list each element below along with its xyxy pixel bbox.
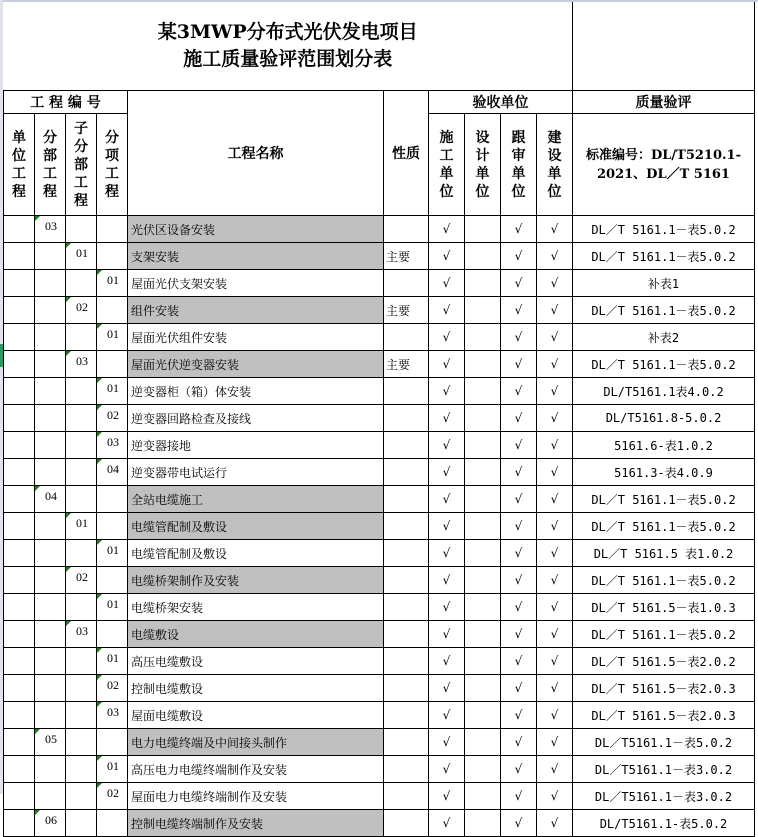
standard-cell[interactable]: DL／T 5161.1－表5.0.2 — [573, 567, 755, 594]
supervision-check-cell[interactable]: √ — [501, 405, 537, 432]
division-code-cell[interactable] — [35, 648, 66, 675]
owner-check-cell[interactable]: √ — [537, 243, 573, 270]
division-code-cell[interactable] — [35, 594, 66, 621]
item-code-cell[interactable]: 01 — [97, 594, 128, 621]
sub-division-code-cell[interactable] — [66, 324, 97, 351]
unit-code-cell[interactable] — [4, 783, 35, 810]
standard-cell[interactable]: DL／T 5161.5－表2.0.3 — [573, 675, 755, 702]
table-row — [4, 243, 755, 270]
sub-division-code-cell[interactable] — [66, 756, 97, 783]
standard-cell[interactable]: DL／T 5161.1－表5.0.2 — [573, 486, 755, 513]
division-code-cell[interactable] — [35, 297, 66, 324]
division-code-cell[interactable] — [35, 540, 66, 567]
table-row — [4, 621, 755, 648]
supervision-check-cell[interactable]: √ — [501, 783, 537, 810]
division-code-cell[interactable]: 03 — [35, 216, 66, 243]
unit-code-cell[interactable] — [4, 378, 35, 405]
item-code-cell[interactable] — [97, 216, 128, 243]
construction-check-cell[interactable]: √ — [429, 459, 465, 486]
project-name-cell[interactable]: 控制电缆终端制作及安装 — [128, 810, 384, 837]
design-check-cell[interactable] — [465, 540, 501, 567]
supervision-check-cell[interactable]: √ — [501, 297, 537, 324]
standard-cell[interactable]: DL／T 5161.5－表1.0.3 — [573, 594, 755, 621]
construction-check-cell[interactable]: √ — [429, 243, 465, 270]
owner-check-cell[interactable]: √ — [537, 297, 573, 324]
table-row — [4, 405, 755, 432]
table-row — [4, 594, 755, 621]
owner-check-cell[interactable]: √ — [537, 648, 573, 675]
supervision-check-cell[interactable]: √ — [501, 648, 537, 675]
division-code-cell[interactable] — [35, 243, 66, 270]
supervision-check-cell[interactable]: √ — [501, 513, 537, 540]
supervision-check-cell[interactable]: √ — [501, 324, 537, 351]
item-code-cell[interactable]: 02 — [97, 675, 128, 702]
division-code-cell[interactable] — [35, 567, 66, 594]
header-owner-unit[interactable]: 建设单位 — [537, 114, 573, 216]
construction-check-cell[interactable]: √ — [429, 378, 465, 405]
nature-cell[interactable] — [384, 648, 429, 675]
construction-check-cell[interactable]: √ — [429, 810, 465, 837]
owner-check-cell[interactable]: √ — [537, 567, 573, 594]
project-name-cell[interactable]: 高压电力电缆终端制作及安装 — [128, 756, 384, 783]
sub-division-code-cell[interactable] — [66, 405, 97, 432]
standard-cell[interactable]: DL／T 5161.1－表5.0.2 — [573, 513, 755, 540]
nature-cell[interactable] — [384, 216, 429, 243]
nature-cell[interactable] — [384, 459, 429, 486]
item-code-cell[interactable] — [97, 486, 128, 513]
design-check-cell[interactable] — [465, 243, 501, 270]
item-code-cell[interactable] — [97, 621, 128, 648]
design-check-cell[interactable] — [465, 621, 501, 648]
table-row — [4, 216, 755, 243]
construction-check-cell[interactable]: √ — [429, 648, 465, 675]
division-code-cell[interactable] — [35, 324, 66, 351]
nature-cell[interactable] — [384, 675, 429, 702]
construction-check-cell[interactable]: √ — [429, 594, 465, 621]
header-item-project[interactable]: 分项工程 — [97, 114, 128, 216]
division-code-cell[interactable]: 06 — [35, 810, 66, 837]
division-code-cell[interactable] — [35, 783, 66, 810]
owner-check-cell[interactable]: √ — [537, 810, 573, 837]
design-check-cell[interactable] — [465, 297, 501, 324]
division-code-cell[interactable] — [35, 432, 66, 459]
unit-code-cell[interactable] — [4, 675, 35, 702]
construction-check-cell[interactable]: √ — [429, 675, 465, 702]
header-acceptance-units[interactable]: 验收单位 — [429, 91, 573, 114]
table-row — [4, 783, 755, 810]
supervision-check-cell[interactable]: √ — [501, 216, 537, 243]
table-row — [4, 567, 755, 594]
construction-check-cell[interactable]: √ — [429, 486, 465, 513]
division-code-cell[interactable] — [35, 351, 66, 378]
owner-check-cell[interactable]: √ — [537, 432, 573, 459]
supervision-check-cell[interactable]: √ — [501, 810, 537, 837]
design-check-cell[interactable] — [465, 270, 501, 297]
division-code-cell[interactable] — [35, 513, 66, 540]
sub-division-code-cell[interactable] — [66, 783, 97, 810]
unit-code-cell[interactable] — [4, 756, 35, 783]
sub-division-code-cell[interactable]: 02 — [66, 567, 97, 594]
title-line-2: 施工质量验评范围划分表 — [183, 48, 393, 70]
division-code-cell[interactable] — [35, 270, 66, 297]
standard-cell[interactable]: DL／T 5161.1－表5.0.2 — [573, 621, 755, 648]
nature-cell[interactable] — [384, 270, 429, 297]
item-code-cell[interactable]: 01 — [97, 378, 128, 405]
table-row — [4, 432, 755, 459]
project-name-cell[interactable]: 逆变器柜（箱）体安装 — [128, 378, 384, 405]
header-project-name[interactable]: 工程名称 — [128, 91, 384, 216]
owner-check-cell[interactable]: √ — [537, 621, 573, 648]
supervision-check-cell[interactable]: √ — [501, 621, 537, 648]
project-name-cell[interactable]: 屋面电力电缆终端制作及安装 — [128, 783, 384, 810]
standard-cell[interactable]: DL/T5161.1-表5.0.2 — [573, 810, 755, 837]
spreadsheet — [3, 2, 755, 837]
table-row — [4, 324, 755, 351]
division-code-cell[interactable] — [35, 675, 66, 702]
division-code-cell[interactable] — [35, 459, 66, 486]
nature-cell[interactable] — [384, 621, 429, 648]
division-code-cell[interactable] — [35, 405, 66, 432]
unit-code-cell[interactable] — [4, 810, 35, 837]
unit-code-cell[interactable] — [4, 513, 35, 540]
construction-check-cell[interactable]: √ — [429, 351, 465, 378]
unit-code-cell[interactable] — [4, 648, 35, 675]
project-name-cell[interactable]: 支架安装 — [128, 243, 384, 270]
item-code-cell[interactable]: 01 — [97, 324, 128, 351]
nature-cell[interactable] — [384, 540, 429, 567]
standard-cell[interactable]: DL／T5161.1－表3.0.2 — [573, 783, 755, 810]
construction-check-cell[interactable]: √ — [429, 270, 465, 297]
nature-cell[interactable] — [384, 378, 429, 405]
nature-cell[interactable] — [384, 756, 429, 783]
standard-cell[interactable]: 5161.6-表1.0.2 — [573, 432, 755, 459]
construction-check-cell[interactable]: √ — [429, 756, 465, 783]
supervision-check-cell[interactable]: √ — [501, 378, 537, 405]
design-check-cell[interactable] — [465, 648, 501, 675]
construction-check-cell[interactable]: √ — [429, 540, 465, 567]
unit-code-cell[interactable] — [4, 216, 35, 243]
standard-cell[interactable]: DL／T 5161.1－表5.0.2 — [573, 216, 755, 243]
project-name-cell[interactable]: 组件安装 — [128, 297, 384, 324]
construction-check-cell[interactable]: √ — [429, 216, 465, 243]
construction-check-cell[interactable]: √ — [429, 432, 465, 459]
sub-division-code-cell[interactable] — [66, 432, 97, 459]
design-check-cell[interactable] — [465, 702, 501, 729]
owner-check-cell[interactable]: √ — [537, 216, 573, 243]
nature-cell[interactable] — [384, 432, 429, 459]
title-line-1: 某3MWP分布式光伏发电项目 — [157, 21, 418, 43]
nature-cell[interactable]: 主要 — [384, 297, 429, 324]
supervision-check-cell[interactable]: √ — [501, 756, 537, 783]
sub-division-code-cell[interactable]: 03 — [66, 621, 97, 648]
sub-division-code-cell[interactable]: 01 — [66, 243, 97, 270]
nature-cell[interactable] — [384, 729, 429, 756]
construction-check-cell[interactable]: √ — [429, 621, 465, 648]
header-quality-evaluation[interactable]: 质量验评 — [573, 91, 755, 114]
project-name-cell[interactable]: 电缆管配制及敷设 — [128, 513, 384, 540]
construction-check-cell[interactable]: √ — [429, 405, 465, 432]
design-check-cell[interactable] — [465, 729, 501, 756]
sub-division-code-cell[interactable] — [66, 810, 97, 837]
unit-code-cell[interactable] — [4, 702, 35, 729]
design-check-cell[interactable] — [465, 513, 501, 540]
unit-code-cell[interactable] — [4, 351, 35, 378]
item-code-cell[interactable] — [97, 351, 128, 378]
table-row — [4, 675, 755, 702]
project-name-cell[interactable]: 屋面电缆敷设 — [128, 702, 384, 729]
nature-cell[interactable] — [384, 486, 429, 513]
project-name-cell[interactable]: 光伏区设备安装 — [128, 216, 384, 243]
sub-division-code-cell[interactable]: 03 — [66, 351, 97, 378]
construction-check-cell[interactable]: √ — [429, 324, 465, 351]
project-name-cell[interactable]: 屋面光伏支架安装 — [128, 270, 384, 297]
table-row — [4, 270, 755, 297]
sub-division-code-cell[interactable] — [66, 702, 97, 729]
standard-cell[interactable]: 补表2 — [573, 324, 755, 351]
owner-check-cell[interactable]: √ — [537, 729, 573, 756]
standard-cell[interactable]: DL/T5161.8-5.0.2 — [573, 405, 755, 432]
supervision-check-cell[interactable]: √ — [501, 540, 537, 567]
title-right-cell[interactable] — [573, 2, 755, 91]
nature-cell[interactable] — [384, 513, 429, 540]
item-code-cell[interactable] — [97, 567, 128, 594]
unit-code-cell[interactable] — [4, 540, 35, 567]
supervision-check-cell[interactable]: √ — [501, 567, 537, 594]
design-check-cell[interactable] — [465, 459, 501, 486]
item-code-cell[interactable]: 01 — [97, 648, 128, 675]
unit-code-cell[interactable] — [4, 459, 35, 486]
table-row — [4, 648, 755, 675]
standard-cell[interactable]: 5161.3-表4.0.9 — [573, 459, 755, 486]
supervision-check-cell[interactable]: √ — [501, 351, 537, 378]
table-title[interactable] — [4, 2, 573, 91]
owner-check-cell[interactable]: √ — [537, 513, 573, 540]
header-design-unit[interactable]: 设计单位 — [465, 114, 501, 216]
item-code-cell[interactable]: 04 — [97, 459, 128, 486]
standard-cell[interactable]: DL／T 5161.1－表5.0.2 — [573, 243, 755, 270]
sub-division-code-cell[interactable] — [66, 594, 97, 621]
item-code-cell[interactable] — [97, 243, 128, 270]
table-row — [4, 351, 755, 378]
standard-cell[interactable]: DL／T5161.1－表3.0.2 — [573, 756, 755, 783]
supervision-check-cell[interactable]: √ — [501, 243, 537, 270]
sub-division-code-cell[interactable]: 01 — [66, 513, 97, 540]
unit-code-cell[interactable] — [4, 324, 35, 351]
unit-code-cell[interactable] — [4, 297, 35, 324]
item-code-cell[interactable] — [97, 810, 128, 837]
standard-cell[interactable]: DL／T5161.1－表5.0.2 — [573, 729, 755, 756]
header-construction-unit[interactable]: 施工单位 — [429, 114, 465, 216]
table-row — [4, 297, 755, 324]
header-supervision-unit[interactable]: 跟审单位 — [501, 114, 537, 216]
construction-check-cell[interactable]: √ — [429, 702, 465, 729]
sub-division-code-cell[interactable] — [66, 675, 97, 702]
unit-code-cell[interactable] — [4, 243, 35, 270]
owner-check-cell[interactable]: √ — [537, 540, 573, 567]
header-unit-project[interactable]: 单位工程 — [4, 114, 35, 216]
standard-cell[interactable]: DL／T 5161.5－表2.0.2 — [573, 648, 755, 675]
standard-cell[interactable]: DL／T 5161.5 表1.0.2 — [573, 540, 755, 567]
item-code-cell[interactable]: 03 — [97, 702, 128, 729]
unit-code-cell[interactable] — [4, 567, 35, 594]
header-nature[interactable]: 性质 — [384, 91, 429, 216]
unit-code-cell[interactable] — [4, 594, 35, 621]
construction-check-cell[interactable]: √ — [429, 567, 465, 594]
owner-check-cell[interactable]: √ — [537, 378, 573, 405]
standard-cell[interactable]: DL/T5161.1表4.0.2 — [573, 378, 755, 405]
standard-cell[interactable]: DL／T 5161.5－表2.0.3 — [573, 702, 755, 729]
unit-code-cell[interactable] — [4, 270, 35, 297]
project-name-cell[interactable]: 逆变器接地 — [128, 432, 384, 459]
project-name-cell[interactable]: 屋面光伏组件安装 — [128, 324, 384, 351]
design-check-cell[interactable] — [465, 432, 501, 459]
owner-check-cell[interactable]: √ — [537, 324, 573, 351]
table-row — [4, 513, 755, 540]
sub-division-code-cell[interactable] — [66, 216, 97, 243]
owner-check-cell[interactable]: √ — [537, 270, 573, 297]
item-code-cell[interactable]: 01 — [97, 540, 128, 567]
standard-cell[interactable]: 补表1 — [573, 270, 755, 297]
header-division-project[interactable]: 分部工程 — [35, 114, 66, 216]
quality-evaluation-table — [3, 2, 755, 837]
division-code-cell[interactable] — [35, 378, 66, 405]
nature-cell[interactable] — [384, 324, 429, 351]
nature-cell[interactable] — [384, 594, 429, 621]
project-name-cell[interactable]: 屋面光伏逆变器安装 — [128, 351, 384, 378]
design-check-cell[interactable] — [465, 378, 501, 405]
project-name-cell[interactable]: 电缆桥架制作及安装 — [128, 567, 384, 594]
design-check-cell[interactable] — [465, 594, 501, 621]
supervision-check-cell[interactable]: √ — [501, 729, 537, 756]
item-code-cell[interactable]: 03 — [97, 432, 128, 459]
construction-check-cell[interactable]: √ — [429, 729, 465, 756]
item-code-cell[interactable] — [97, 729, 128, 756]
division-code-cell[interactable] — [35, 621, 66, 648]
item-code-cell[interactable]: 02 — [97, 405, 128, 432]
unit-code-cell[interactable] — [4, 729, 35, 756]
item-code-cell[interactable] — [97, 513, 128, 540]
supervision-check-cell[interactable]: √ — [501, 270, 537, 297]
owner-check-cell[interactable]: √ — [537, 783, 573, 810]
owner-check-cell[interactable]: √ — [537, 405, 573, 432]
construction-check-cell[interactable]: √ — [429, 783, 465, 810]
supervision-check-cell[interactable]: √ — [501, 702, 537, 729]
header-standard-number[interactable]: 标准编号：DL/T5210.1-2021、DL／T 5161 — [573, 114, 755, 216]
nature-cell[interactable] — [384, 567, 429, 594]
design-check-cell[interactable] — [465, 324, 501, 351]
design-check-cell[interactable] — [465, 405, 501, 432]
nature-cell[interactable] — [384, 810, 429, 837]
sub-division-code-cell[interactable] — [66, 540, 97, 567]
project-name-cell[interactable]: 全站电缆施工 — [128, 486, 384, 513]
table-row — [4, 702, 755, 729]
nature-cell[interactable] — [384, 405, 429, 432]
sub-division-code-cell[interactable] — [66, 648, 97, 675]
design-check-cell[interactable] — [465, 783, 501, 810]
division-code-cell[interactable] — [35, 756, 66, 783]
item-code-cell[interactable] — [97, 297, 128, 324]
sub-division-code-cell[interactable] — [66, 459, 97, 486]
design-check-cell[interactable] — [465, 810, 501, 837]
table-row — [4, 459, 755, 486]
owner-check-cell[interactable]: √ — [537, 351, 573, 378]
supervision-check-cell[interactable]: √ — [501, 594, 537, 621]
supervision-check-cell[interactable]: √ — [501, 459, 537, 486]
supervision-check-cell[interactable]: √ — [501, 675, 537, 702]
standard-cell[interactable]: DL／T 5161.1－表5.0.2 — [573, 351, 755, 378]
owner-check-cell[interactable]: √ — [537, 675, 573, 702]
table-row — [4, 378, 755, 405]
unit-code-cell[interactable] — [4, 405, 35, 432]
item-code-cell[interactable]: 02 — [97, 783, 128, 810]
unit-code-cell[interactable] — [4, 621, 35, 648]
project-name-cell[interactable]: 电力电缆终端及中间接头制作 — [128, 729, 384, 756]
header-sub-division-project[interactable]: 子分部工程 — [66, 114, 97, 216]
owner-check-cell[interactable]: √ — [537, 702, 573, 729]
project-name-cell[interactable]: 电缆敷设 — [128, 621, 384, 648]
project-name-cell[interactable]: 电缆桥架安装 — [128, 594, 384, 621]
design-check-cell[interactable] — [465, 756, 501, 783]
owner-check-cell[interactable]: √ — [537, 486, 573, 513]
table-row — [4, 810, 755, 837]
item-code-cell[interactable]: 01 — [97, 270, 128, 297]
table-row — [4, 756, 755, 783]
supervision-check-cell[interactable]: √ — [501, 486, 537, 513]
sub-division-code-cell[interactable] — [66, 270, 97, 297]
project-name-cell[interactable]: 高压电缆敷设 — [128, 648, 384, 675]
construction-check-cell[interactable]: √ — [429, 513, 465, 540]
owner-check-cell[interactable]: √ — [537, 594, 573, 621]
supervision-check-cell[interactable]: √ — [501, 432, 537, 459]
unit-code-cell[interactable] — [4, 486, 35, 513]
sub-division-code-cell[interactable] — [66, 486, 97, 513]
nature-cell[interactable] — [384, 783, 429, 810]
nature-cell[interactable] — [384, 702, 429, 729]
project-name-cell[interactable]: 逆变器回路检查及接线 — [128, 405, 384, 432]
item-code-cell[interactable]: 01 — [97, 756, 128, 783]
header-project-number[interactable]: 工 程 编 号 — [4, 91, 128, 114]
owner-check-cell[interactable]: √ — [537, 756, 573, 783]
standard-cell[interactable]: DL／T 5161.1－表5.0.2 — [573, 297, 755, 324]
construction-check-cell[interactable]: √ — [429, 297, 465, 324]
sub-division-code-cell[interactable] — [66, 378, 97, 405]
table-row — [4, 729, 755, 756]
nature-cell[interactable]: 主要 — [384, 243, 429, 270]
design-check-cell[interactable] — [465, 486, 501, 513]
project-name-cell[interactable]: 电缆管配制及敷设 — [128, 540, 384, 567]
sub-division-code-cell[interactable]: 02 — [66, 297, 97, 324]
project-name-cell[interactable]: 控制电缆敷设 — [128, 675, 384, 702]
design-check-cell[interactable] — [465, 567, 501, 594]
design-check-cell[interactable] — [465, 351, 501, 378]
design-check-cell[interactable] — [465, 675, 501, 702]
table-row — [4, 540, 755, 567]
table-row — [4, 486, 755, 513]
sub-division-code-cell[interactable] — [66, 729, 97, 756]
division-code-cell[interactable]: 04 — [35, 486, 66, 513]
project-name-cell[interactable]: 逆变器带电试运行 — [128, 459, 384, 486]
nature-cell[interactable]: 主要 — [384, 351, 429, 378]
division-code-cell[interactable] — [35, 702, 66, 729]
design-check-cell[interactable] — [465, 216, 501, 243]
owner-check-cell[interactable]: √ — [537, 459, 573, 486]
unit-code-cell[interactable] — [4, 432, 35, 459]
division-code-cell[interactable]: 05 — [35, 729, 66, 756]
